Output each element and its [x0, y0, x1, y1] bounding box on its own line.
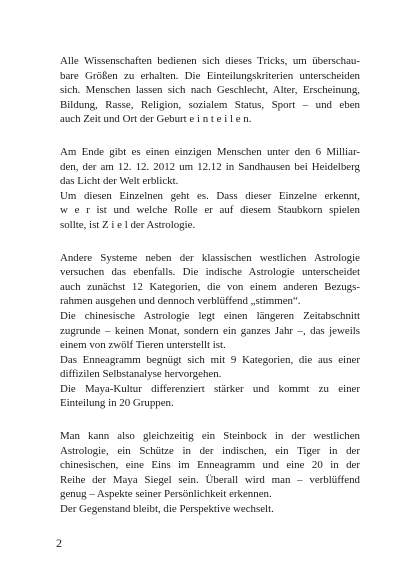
text-line: Um diesen Einzelnen geht es. Dass dieser Einzelne erkennt, — [60, 189, 360, 202]
text-line: versuchen das ebenfalls. Die indische Astrologie unterscheidet — [60, 266, 360, 279]
text-line: auch Zeit und Ort der Geburt e i n t e i l e n. — [60, 113, 252, 126]
paragraph — [60, 251, 360, 412]
text-line: Alle Wissenschaften bedienen sich dieses Tricks, um überschau- — [60, 55, 360, 67]
text-line: Bildung, Rasse, Religion, sozialem Status, Sport – und eben — [60, 98, 360, 111]
text-line: Andere Systeme neben der klassischen westlichen Astrologie — [60, 251, 360, 264]
page-number: 2 — [56, 536, 62, 550]
text-line: sollte, ist Z i e l der Astrologie. — [60, 218, 196, 231]
page-body — [60, 54, 360, 535]
text-line: w e r ist und welche Rolle er auf diesem Staubkorn spielen — [60, 204, 360, 217]
text-line: Einteilung in 20 Gruppen. — [60, 397, 174, 410]
paragraph — [60, 145, 360, 233]
text-line: Astrologie, ein Schütze in der indischen, ein Tiger in der — [60, 444, 360, 457]
text-line: den, der am 12. 12. 2012 um 12.12 in Sandhausen bei Heidelberg — [60, 160, 360, 173]
text-line: genug – Aspekte seiner Persönlichkeit erkennen. — [60, 488, 272, 501]
text-line: Der Gegenstand bleibt, die Perspektive wechselt. — [60, 503, 274, 516]
text-line: Am Ende gibt es einen einzigen Menschen unter den 6 Milliar- — [60, 145, 360, 158]
text-line: einem von zwölf Tieren unterstellt ist. — [60, 339, 226, 352]
text-line: rahmen ausgehen und dennoch verblüffend „stimmen“. — [60, 295, 301, 308]
text-line: Reihe der Maya Siegel sein. Überall wird man – verblüffend — [60, 473, 360, 486]
text-line: bare Größen zu erhalten. Die Einteilungskriterien unterscheiden — [60, 69, 360, 82]
text-line: sich. Menschen lassen sich nach Geschlecht, Alter, Erscheinung, — [60, 84, 360, 97]
text-line: diffizilen Selbstanalyse hervorgehen. — [60, 368, 222, 381]
text-line: zugrunde – keinen Monat, sondern ein ganzes Jahr –, das jeweils — [60, 324, 360, 337]
text-line: chinesischen, eine Eins im Enneagramm und eine 20 in der — [60, 459, 360, 472]
paragraph — [60, 429, 360, 517]
text-line: das Licht der Welt erblickt. — [60, 175, 179, 188]
text-line: Die Maya-Kultur differenziert stärker und kommt zu einer — [60, 382, 360, 395]
text-line: auch zunächst 12 Kategorien, die von einem anderen Bezugs- — [60, 280, 360, 293]
text-line: Die chinesische Astrologie legt einen längeren Zeitabschnitt — [60, 309, 360, 322]
text-line: Man kann also gleichzeitig ein Steinbock in der westlichen — [60, 430, 360, 443]
text-line: Das Enneagramm begnügt sich mit 9 Kategorien, die aus einer — [60, 353, 360, 366]
paragraph — [60, 54, 360, 127]
